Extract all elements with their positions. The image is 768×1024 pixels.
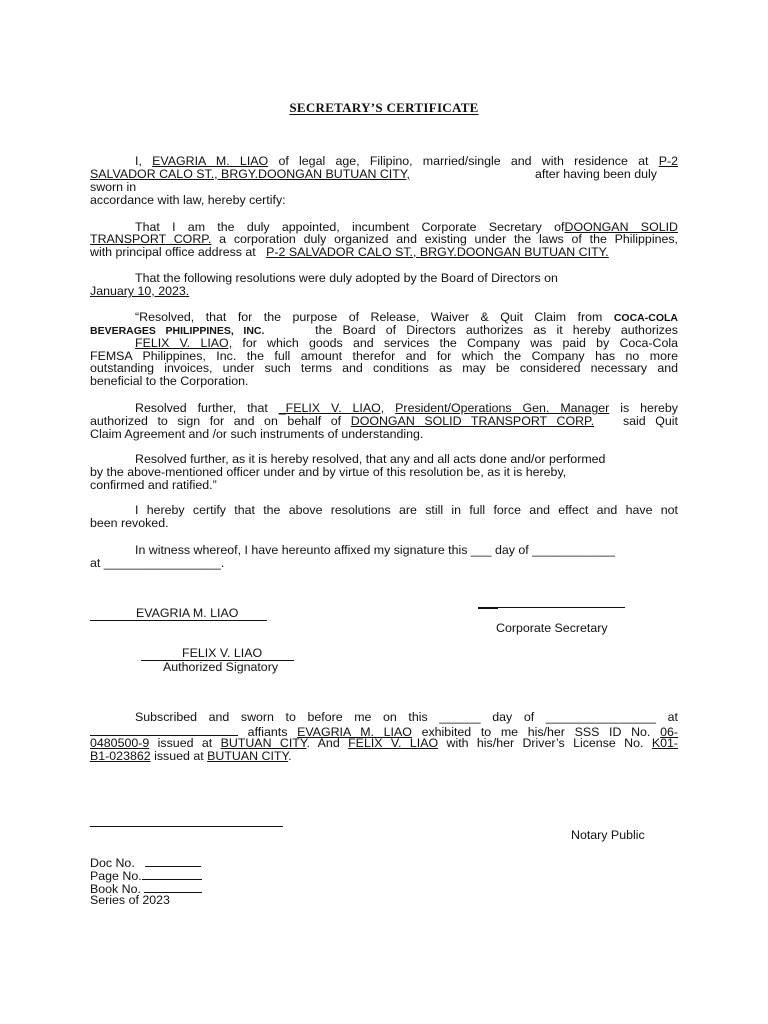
p2-line2: TRANSPORT CORP. a corporation duly organized and existing under the laws of the Philippines,: [90, 232, 678, 246]
secretary-signature-line: [498, 607, 625, 608]
p1-line3: sworn in: [90, 180, 137, 194]
page-no: Page No.: [90, 868, 202, 883]
series-year: Series of 2023: [90, 893, 170, 907]
signatory-name-line: [141, 647, 294, 661]
p2-line3: with principal office address at P-2 SALVADOR CALO ST., BRGY.DOONGAN BUTUAN CITY.: [90, 245, 609, 259]
p1-line4: accordance with law, hereby certify:: [90, 193, 286, 207]
book-no: Book No.: [90, 881, 202, 896]
affiant-name: EVAGRIA M. LIAO: [152, 154, 269, 168]
jurat-line1: Subscribed and sworn to before me on this ______ day of ________________ at: [135, 710, 678, 724]
p1-line1: I, EVAGRIA M. LIAO of legal age, Filipino, married/single and with residence at P-2: [135, 154, 678, 168]
license-number: B1-023862: [90, 749, 151, 763]
notary-public-label: Notary Public: [571, 828, 645, 842]
p6-line3: confirmed and ratified.”: [90, 478, 217, 492]
p7-line1: I hereby certify that the above resolutions are still in full force and effect and have not: [135, 503, 678, 517]
signature-line-mark: [478, 607, 498, 609]
p6-line2: by the above-mentioned officer under and by virtue of this resolution be, as it is hereby,: [90, 465, 567, 479]
p4-line2: BEVERAGES PHILIPPINES, INC. the Board of Directors authorizes as it hereby authorizes: [90, 323, 678, 337]
p5-line1: Resolved further, that _FELIX V. LIAO, President/Operations Gen. Manager is hereby: [135, 401, 678, 415]
sss-id-number: 0480500-9: [90, 736, 150, 750]
secretary-name: EVAGRIA M. LIAO: [136, 606, 239, 620]
resolution-date: January 10, 2023.: [90, 284, 190, 298]
p4-line1: “Resolved, that for the purpose of Release, Waiver & Quit Claim from COCA-COLA: [135, 310, 678, 324]
notary-signature-line: [90, 826, 283, 827]
p8-line1: In witness whereof, I have hereunto affixed my signature this ___ day of ____________: [135, 543, 615, 557]
p7-line2: been revoked.: [90, 516, 169, 530]
secretary-title: Corporate Secretary: [496, 621, 608, 635]
officer-role: President/Operations Gen. Manager: [395, 401, 610, 415]
residence-address: SALVADOR CALO ST., BRGY.DOONGAN BUTUAN CITY,: [90, 167, 410, 181]
p8-line2: at _________________.: [90, 556, 225, 570]
doc-no: Doc No.: [90, 855, 201, 870]
jurat-line3: 0480500-9 issued at BUTUAN CITY. And FELIX V. LIAO with his/her Driver’s License No. K01-: [90, 736, 679, 750]
p3-line1: That the following resolutions were duly adopted by the Board of Directors on: [135, 271, 558, 285]
p6-line1: Resolved further, as it is hereby resolved, that any and all acts done and/or performed: [135, 452, 606, 466]
jurat-line4: B1-023862 issued at BUTUAN CITY.: [90, 749, 292, 763]
corporation-name: DOONGAN SOLID: [564, 220, 678, 234]
signatory-name: FELIX V. LIAO: [182, 646, 263, 660]
p3-line2: [90, 285, 678, 298]
jurat-line2: affiants EVAGRIA M. LIAO exhibited to me his/her SSS ID No. 06-: [90, 724, 678, 739]
p4-line3: FELIX V. LIAO, for which goods and services the Company was paid by Coca-Cola: [135, 336, 678, 350]
p4-line4: FEMSA Philippines, Inc. the full amount therefor and for which the Company has no more: [90, 349, 678, 363]
p4-line6: beneficial to the Corporation.: [90, 374, 249, 388]
document-title: SECRETARY’S CERTIFICATE: [289, 100, 479, 115]
p4-line5: outstanding invoices, under such terms and conditions as may be considered necessary and: [90, 361, 678, 375]
secretary-name-line: [90, 607, 267, 621]
p5-line3: Claim Agreement and /or such instruments of understanding.: [90, 427, 424, 441]
p2-line1: That I am the duly appointed, incumbent Corporate Secretary ofDOONGAN SOLID: [135, 220, 678, 234]
office-address: P-2 SALVADOR CALO ST., BRGY.DOONGAN BUTUAN CITY.: [266, 245, 609, 259]
signatory-title: Authorized Signatory: [163, 660, 279, 674]
p5-line2: authorized to sign for and on behalf of DOONGAN SOLID TRANSPORT CORP. said Quit: [90, 414, 678, 428]
p1-line2: SALVADOR CALO ST., BRGY.DOONGAN BUTUAN CITY, after having been duly: [90, 167, 657, 181]
